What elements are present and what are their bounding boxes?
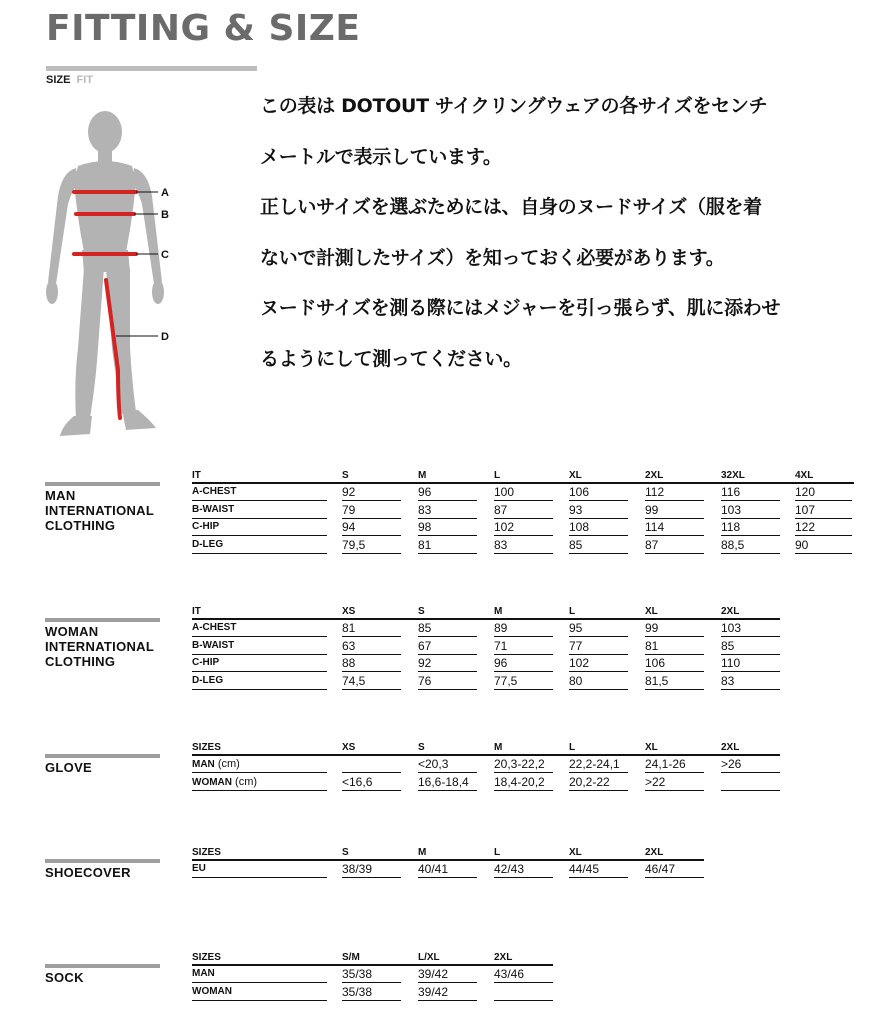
marker-b: B	[161, 209, 169, 221]
cell-underline	[418, 689, 477, 690]
size-value-cell: 106	[569, 485, 590, 499]
size-value-cell: 43/46	[494, 967, 525, 981]
size-value-cell: 81	[645, 638, 659, 653]
row-label	[192, 519, 219, 536]
intro-line: るようにして測ってください。	[260, 347, 522, 370]
size-value-cell: 95	[569, 621, 583, 635]
size-header-cell: XS	[342, 742, 356, 753]
size-header-cell: 32XL	[721, 470, 745, 481]
size-value-cell: 81	[418, 537, 432, 552]
size-value-cell: 85	[721, 638, 735, 653]
row-label-text: C-HIP	[192, 521, 220, 532]
section-label	[45, 488, 154, 533]
size-header-cell: XL	[569, 470, 582, 481]
size-value-cell: 99	[645, 502, 659, 517]
size-value-cell: 112	[645, 485, 665, 499]
body-figure-illustration	[40, 100, 180, 445]
cell-underline	[418, 877, 477, 878]
section-label	[45, 760, 92, 775]
size-value-cell: 98	[418, 520, 432, 534]
size-value-cell: 16,6-18,4	[418, 774, 469, 789]
size-value-cell: 18,4-20,2	[494, 774, 545, 789]
row-label-text: MAN	[192, 759, 215, 770]
cell-underline	[645, 877, 704, 878]
size-value-cell: 42/43	[494, 862, 525, 876]
size-header-cell: L/XL	[418, 952, 440, 963]
cell-underline	[569, 877, 628, 878]
cell-underline	[494, 790, 553, 791]
size-value-cell: 87	[494, 502, 508, 517]
row-label-text: EU	[192, 863, 206, 874]
size-header-cell: XS	[342, 606, 356, 617]
cell-underline	[418, 790, 477, 791]
cell-underline	[721, 689, 780, 690]
size-value-cell: 103	[721, 502, 742, 517]
cell-underline	[569, 790, 628, 791]
row-label	[192, 673, 223, 690]
size-value-cell: 40/41	[418, 862, 449, 876]
size-value-cell: 85	[418, 621, 432, 635]
cell-underline	[494, 877, 553, 878]
size-header-cell: L	[494, 847, 501, 858]
size-value-cell: 71	[494, 638, 508, 653]
cell-underline	[494, 553, 553, 554]
section-label	[45, 624, 154, 669]
page-title: FITTING & SIZE	[46, 8, 361, 49]
size-value-cell: 22,2-24,1	[569, 757, 620, 771]
size-value-cell: 80	[569, 673, 583, 688]
section-label-line: GLOVE	[45, 760, 93, 775]
size-value-cell: 114	[645, 520, 665, 534]
size-value-cell: 92	[342, 485, 356, 499]
size-header-cell: 2XL	[494, 952, 513, 963]
row-label	[192, 756, 240, 773]
row-label-unit: (cm)	[214, 758, 240, 770]
size-header-cell: XL	[645, 606, 658, 617]
cell-underline	[342, 1000, 401, 1001]
section-rule	[45, 618, 160, 622]
header-row-label: SIZES	[192, 742, 221, 753]
size-value-cell: 88,5	[721, 537, 745, 552]
row-label-text: B-WAIST	[192, 639, 235, 651]
size-value-cell: <16,6	[342, 774, 373, 789]
cell-underline	[795, 553, 852, 554]
size-value-cell: 35/38	[342, 984, 373, 999]
row-label	[192, 537, 223, 554]
cell-underline	[721, 790, 780, 791]
size-value-cell: 118	[721, 520, 741, 534]
section-label-line: SHOECOVER	[45, 865, 131, 880]
size-value-cell: 46/47	[645, 862, 676, 876]
size-value-cell: 102	[569, 656, 590, 670]
intro-text	[260, 94, 850, 397]
size-value-cell: 63	[342, 638, 356, 653]
section-rule	[45, 859, 160, 863]
size-value-cell: 20,3-22,2	[494, 757, 545, 771]
size-value-cell: 67	[418, 638, 432, 653]
section-rule	[45, 964, 160, 968]
cell-underline	[645, 790, 704, 791]
size-value-cell: 38/39	[342, 862, 373, 876]
size-value-cell: 90	[795, 537, 809, 552]
size-value-cell: 20,2-22	[569, 774, 610, 789]
intro-line: ヌードサイズを測る際にはメジャーを引っ張らず、肌に添わせ	[260, 297, 781, 319]
view-tabs	[46, 74, 93, 86]
size-value-cell: 39/42	[418, 984, 449, 999]
row-label	[192, 620, 236, 637]
size-value-cell: >26	[721, 757, 742, 771]
header-row-label: IT	[192, 470, 201, 481]
intro-line: ないで計測したサイズ）を知っておく必要があります。	[260, 246, 725, 269]
size-value-cell: 83	[494, 537, 508, 552]
cell-underline	[342, 877, 401, 878]
size-value-cell: 81	[342, 621, 356, 635]
row-label-unit: (cm)	[232, 775, 258, 788]
cell-underline	[342, 553, 401, 554]
row-label-underline	[192, 689, 327, 690]
title-rule	[46, 66, 257, 71]
size-value-cell: 85	[569, 537, 583, 552]
intro-line: 正しいサイズを選ぶためには、自身のヌードサイズ（服を着	[260, 196, 762, 218]
header-rule	[192, 618, 780, 620]
row-label	[192, 966, 215, 983]
row-label-text: A-CHEST	[192, 622, 237, 633]
size-value-cell: 92	[418, 656, 432, 670]
size-value-cell: 35/38	[342, 967, 373, 981]
row-label	[192, 774, 257, 791]
row-label-underline	[192, 877, 327, 878]
section-label-line: INTERNATIONAL	[45, 503, 155, 518]
size-value-cell: 81,5	[645, 673, 669, 688]
cell-underline	[645, 689, 704, 690]
marker-d: D	[161, 331, 169, 343]
row-label	[192, 984, 232, 1001]
size-value-cell: 110	[721, 656, 741, 670]
size-value-cell: 39/42	[418, 967, 449, 981]
size-value-cell: 99	[645, 621, 659, 635]
row-label-text: C-HIP	[192, 657, 220, 668]
size-value-cell: 116	[721, 485, 741, 499]
size-header-cell: S	[342, 470, 349, 481]
size-value-cell: 83	[721, 673, 735, 688]
size-header-cell: S	[418, 742, 425, 753]
size-value-cell: 79	[342, 502, 356, 517]
size-value-cell: 94	[342, 520, 356, 534]
section-label	[45, 970, 84, 985]
size-value-cell: 74,5	[342, 673, 366, 688]
size-header-cell: 4XL	[795, 470, 814, 481]
size-header-cell: 2XL	[645, 847, 664, 858]
size-value-cell: 120	[795, 485, 816, 499]
size-value-cell: 96	[494, 656, 508, 670]
row-label-underline	[192, 553, 327, 554]
header-rule	[192, 754, 780, 756]
body-figure	[40, 100, 180, 445]
size-header-cell: XL	[569, 847, 582, 858]
size-header-cell: 2XL	[721, 606, 740, 617]
cell-underline	[721, 553, 780, 554]
cell-underline	[342, 689, 401, 690]
marker-a: A	[161, 187, 169, 199]
section-rule	[45, 482, 160, 486]
size-header-cell: M	[418, 470, 427, 481]
row-label	[192, 502, 234, 519]
section-label	[45, 865, 131, 880]
row-label-text: D-LEG	[192, 538, 224, 550]
size-value-cell: 106	[645, 656, 666, 670]
size-value-cell: 44/45	[569, 862, 600, 876]
section-label-line: CLOTHING	[45, 654, 116, 669]
section-label-line: MAN	[45, 488, 76, 503]
size-value-cell: 77	[569, 638, 583, 653]
cell-underline	[418, 553, 477, 554]
size-header-cell: S	[418, 606, 425, 617]
cell-underline	[494, 689, 553, 690]
size-value-cell: 108	[569, 520, 590, 534]
row-label	[192, 861, 206, 878]
tab-fit[interactable]: FIT	[76, 74, 94, 86]
size-header-cell: L	[569, 606, 576, 617]
cell-underline	[494, 1000, 553, 1001]
size-value-cell: 96	[418, 485, 432, 499]
size-value-cell: 83	[418, 502, 432, 517]
row-label	[192, 655, 219, 672]
size-header-cell: 2XL	[721, 742, 740, 753]
row-label-underline	[192, 790, 327, 791]
size-header-cell: M	[418, 847, 427, 858]
size-value-cell: 24,1-26	[645, 757, 686, 771]
row-label-text: D-LEG	[192, 674, 224, 686]
cell-underline	[569, 689, 628, 690]
row-label-text: MAN	[192, 968, 215, 979]
section-label-line: INTERNATIONAL	[45, 639, 155, 654]
row-label-underline	[192, 1000, 327, 1001]
size-value-cell: 102	[494, 520, 515, 534]
section-rule	[45, 754, 160, 758]
row-label	[192, 484, 236, 501]
row-label-text: B-WAIST	[192, 503, 235, 515]
intro-line: メートルで表示しています。	[260, 145, 502, 168]
size-value-cell: 79,5	[342, 537, 366, 552]
header-row-label: IT	[192, 606, 201, 617]
size-value-cell: 103	[721, 621, 742, 635]
cell-underline	[645, 553, 704, 554]
cell-underline	[342, 790, 401, 791]
size-value-cell: 100	[494, 485, 515, 499]
cell-underline	[569, 553, 628, 554]
size-header-cell: M	[494, 742, 503, 753]
section-label-line: WOMAN	[45, 624, 99, 639]
section-label-line: CLOTHING	[45, 518, 116, 533]
size-value-cell: 88	[342, 656, 356, 670]
row-label-text: WOMAN	[192, 776, 232, 788]
section-label-line: SOCK	[45, 970, 84, 985]
size-value-cell: 89	[494, 621, 508, 635]
size-header-cell: L	[494, 470, 501, 481]
size-header-cell: M	[494, 606, 503, 617]
row-label	[192, 638, 234, 655]
size-value-cell: 77,5	[494, 673, 518, 688]
size-header-cell: L	[569, 742, 576, 753]
row-label-text: WOMAN	[192, 985, 232, 997]
size-value-cell: <20,3	[418, 757, 449, 771]
row-label-text: A-CHEST	[192, 486, 237, 497]
size-value-cell: >22	[645, 774, 666, 789]
size-header-cell: S/M	[342, 952, 360, 963]
size-value-cell: 93	[569, 502, 583, 517]
header-rule	[192, 482, 854, 484]
intro-line: この表は DOTOUT サイクリングウェアの各サイズをセンチ	[260, 95, 768, 117]
size-header-cell: S	[342, 847, 349, 858]
size-value-cell: 122	[795, 520, 816, 534]
cell-underline	[721, 772, 780, 773]
marker-c: C	[161, 249, 169, 261]
tab-size[interactable]: SIZE	[46, 74, 71, 86]
size-header-cell: 2XL	[645, 470, 664, 481]
size-header-cell: XL	[645, 742, 658, 753]
header-row-label: SIZES	[192, 847, 221, 858]
size-value-cell: 107	[795, 502, 816, 517]
cell-underline	[418, 1000, 477, 1001]
size-value-cell: 87	[645, 537, 659, 552]
cell-underline	[494, 982, 553, 983]
header-row-label: SIZES	[192, 952, 221, 963]
size-value-cell: 76	[418, 673, 432, 688]
